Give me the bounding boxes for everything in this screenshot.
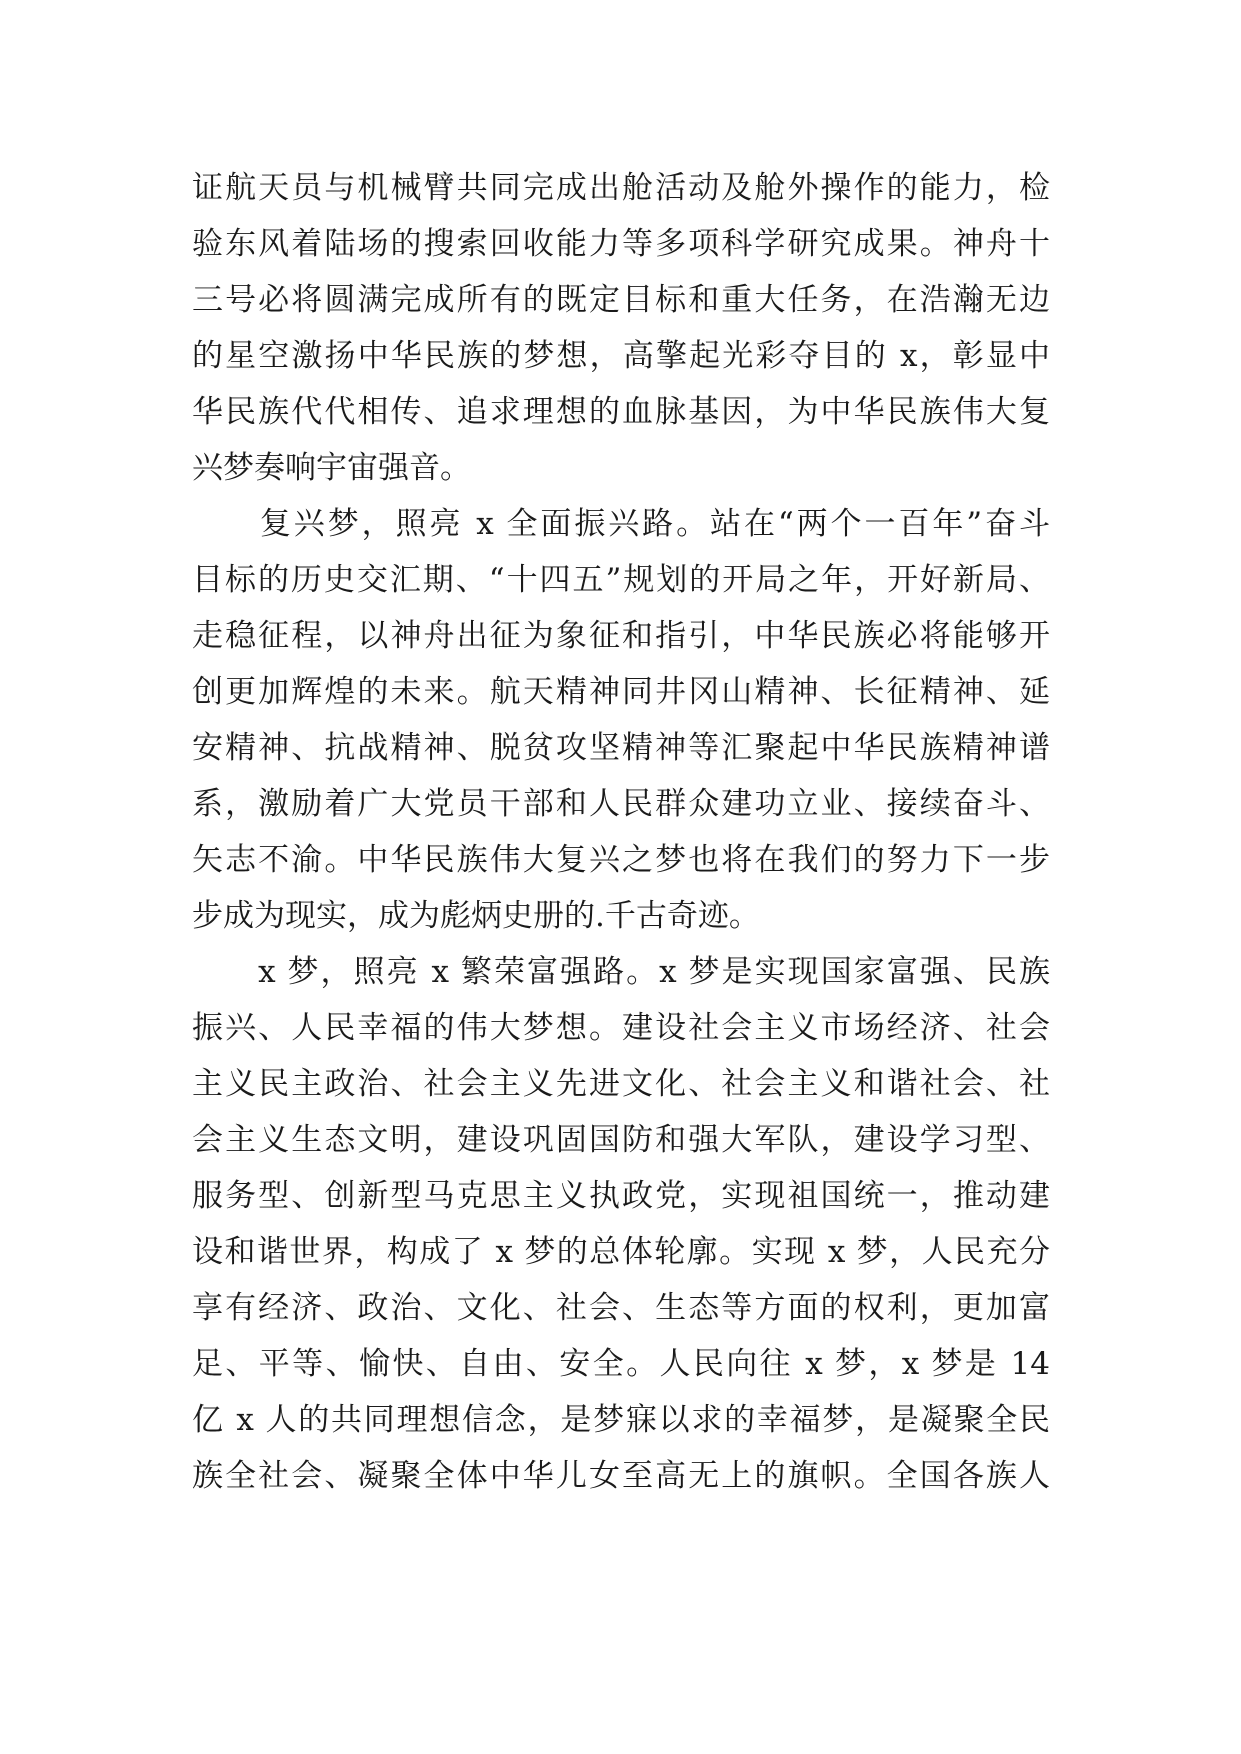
- text-line: 的星空激扬中华民族的梦想，高擎起光彩夺目的 x，彰显中: [192, 338, 1050, 374]
- text-line: 证航天员与机械臂共同完成出舱活动及舱外操作的能力，检: [192, 170, 1050, 206]
- text-line: 三号必将圆满完成所有的既定目标和重大任务，在浩瀚无边: [192, 282, 1050, 318]
- text-line: 族全社会、凝聚全体中华儿女至高无上的旗帜。全国各族人: [192, 1458, 1050, 1494]
- paragraph-3: [192, 944, 1050, 1504]
- text-line: 矢志不渝。中华民族伟大复兴之梦也将在我们的努力下一步: [192, 842, 1050, 878]
- text-line: 安精神、抗战精神、脱贫攻坚精神等汇聚起中华民族精神谱: [192, 730, 1050, 766]
- text-line: 系，激励着广大党员干部和人民群众建功立业、接续奋斗、: [192, 786, 1050, 822]
- text-line: 会主义生态文明，建设巩固国防和强大军队，建设学习型、: [192, 1122, 1050, 1158]
- text-line: 享有经济、政治、文化、社会、生态等方面的权利，更加富: [192, 1290, 1050, 1326]
- paragraph-1: [192, 160, 1050, 496]
- text-line: x 梦，照亮 x 繁荣富强路。x 梦是实现国家富强、民族: [192, 954, 1050, 990]
- text-line: 足、平等、愉快、自由、安全。人民向往 x 梦，x 梦是 14: [192, 1346, 1050, 1382]
- text-line: 复兴梦，照亮 x 全面振兴路。站在“两个一百年”奋斗: [192, 506, 1050, 542]
- text-line: 步成为现实，成为彪炳史册的.千古奇迹。: [192, 898, 760, 934]
- text-line: 主义民主政治、社会主义先进文化、社会主义和谐社会、社: [192, 1066, 1050, 1102]
- document-body: [192, 160, 1050, 1504]
- text-line: 亿 x 人的共同理想信念，是梦寐以求的幸福梦，是凝聚全民: [192, 1402, 1050, 1438]
- paragraph-2: [192, 496, 1050, 944]
- text-line: 华民族代代相传、追求理想的血脉基因，为中华民族伟大复: [192, 394, 1050, 430]
- text-line: 目标的历史交汇期、“十四五”规划的开局之年，开好新局、: [192, 562, 1050, 598]
- text-line: 创更加辉煌的未来。航天精神同井冈山精神、长征精神、延: [192, 674, 1050, 710]
- text-line: 走稳征程，以神舟出征为象征和指引，中华民族必将能够开: [192, 618, 1050, 654]
- text-line: 服务型、创新型马克思主义执政党，实现祖国统一，推动建: [192, 1178, 1050, 1214]
- text-line: 验东风着陆场的搜索回收能力等多项科学研究成果。神舟十: [192, 226, 1050, 262]
- text-line: 设和谐世界，构成了 x 梦的总体轮廓。实现 x 梦，人民充分: [192, 1234, 1050, 1270]
- text-line: 兴梦奏响宇宙强音。: [192, 450, 471, 486]
- text-line: 振兴、人民幸福的伟大梦想。建设社会主义市场经济、社会: [192, 1010, 1050, 1046]
